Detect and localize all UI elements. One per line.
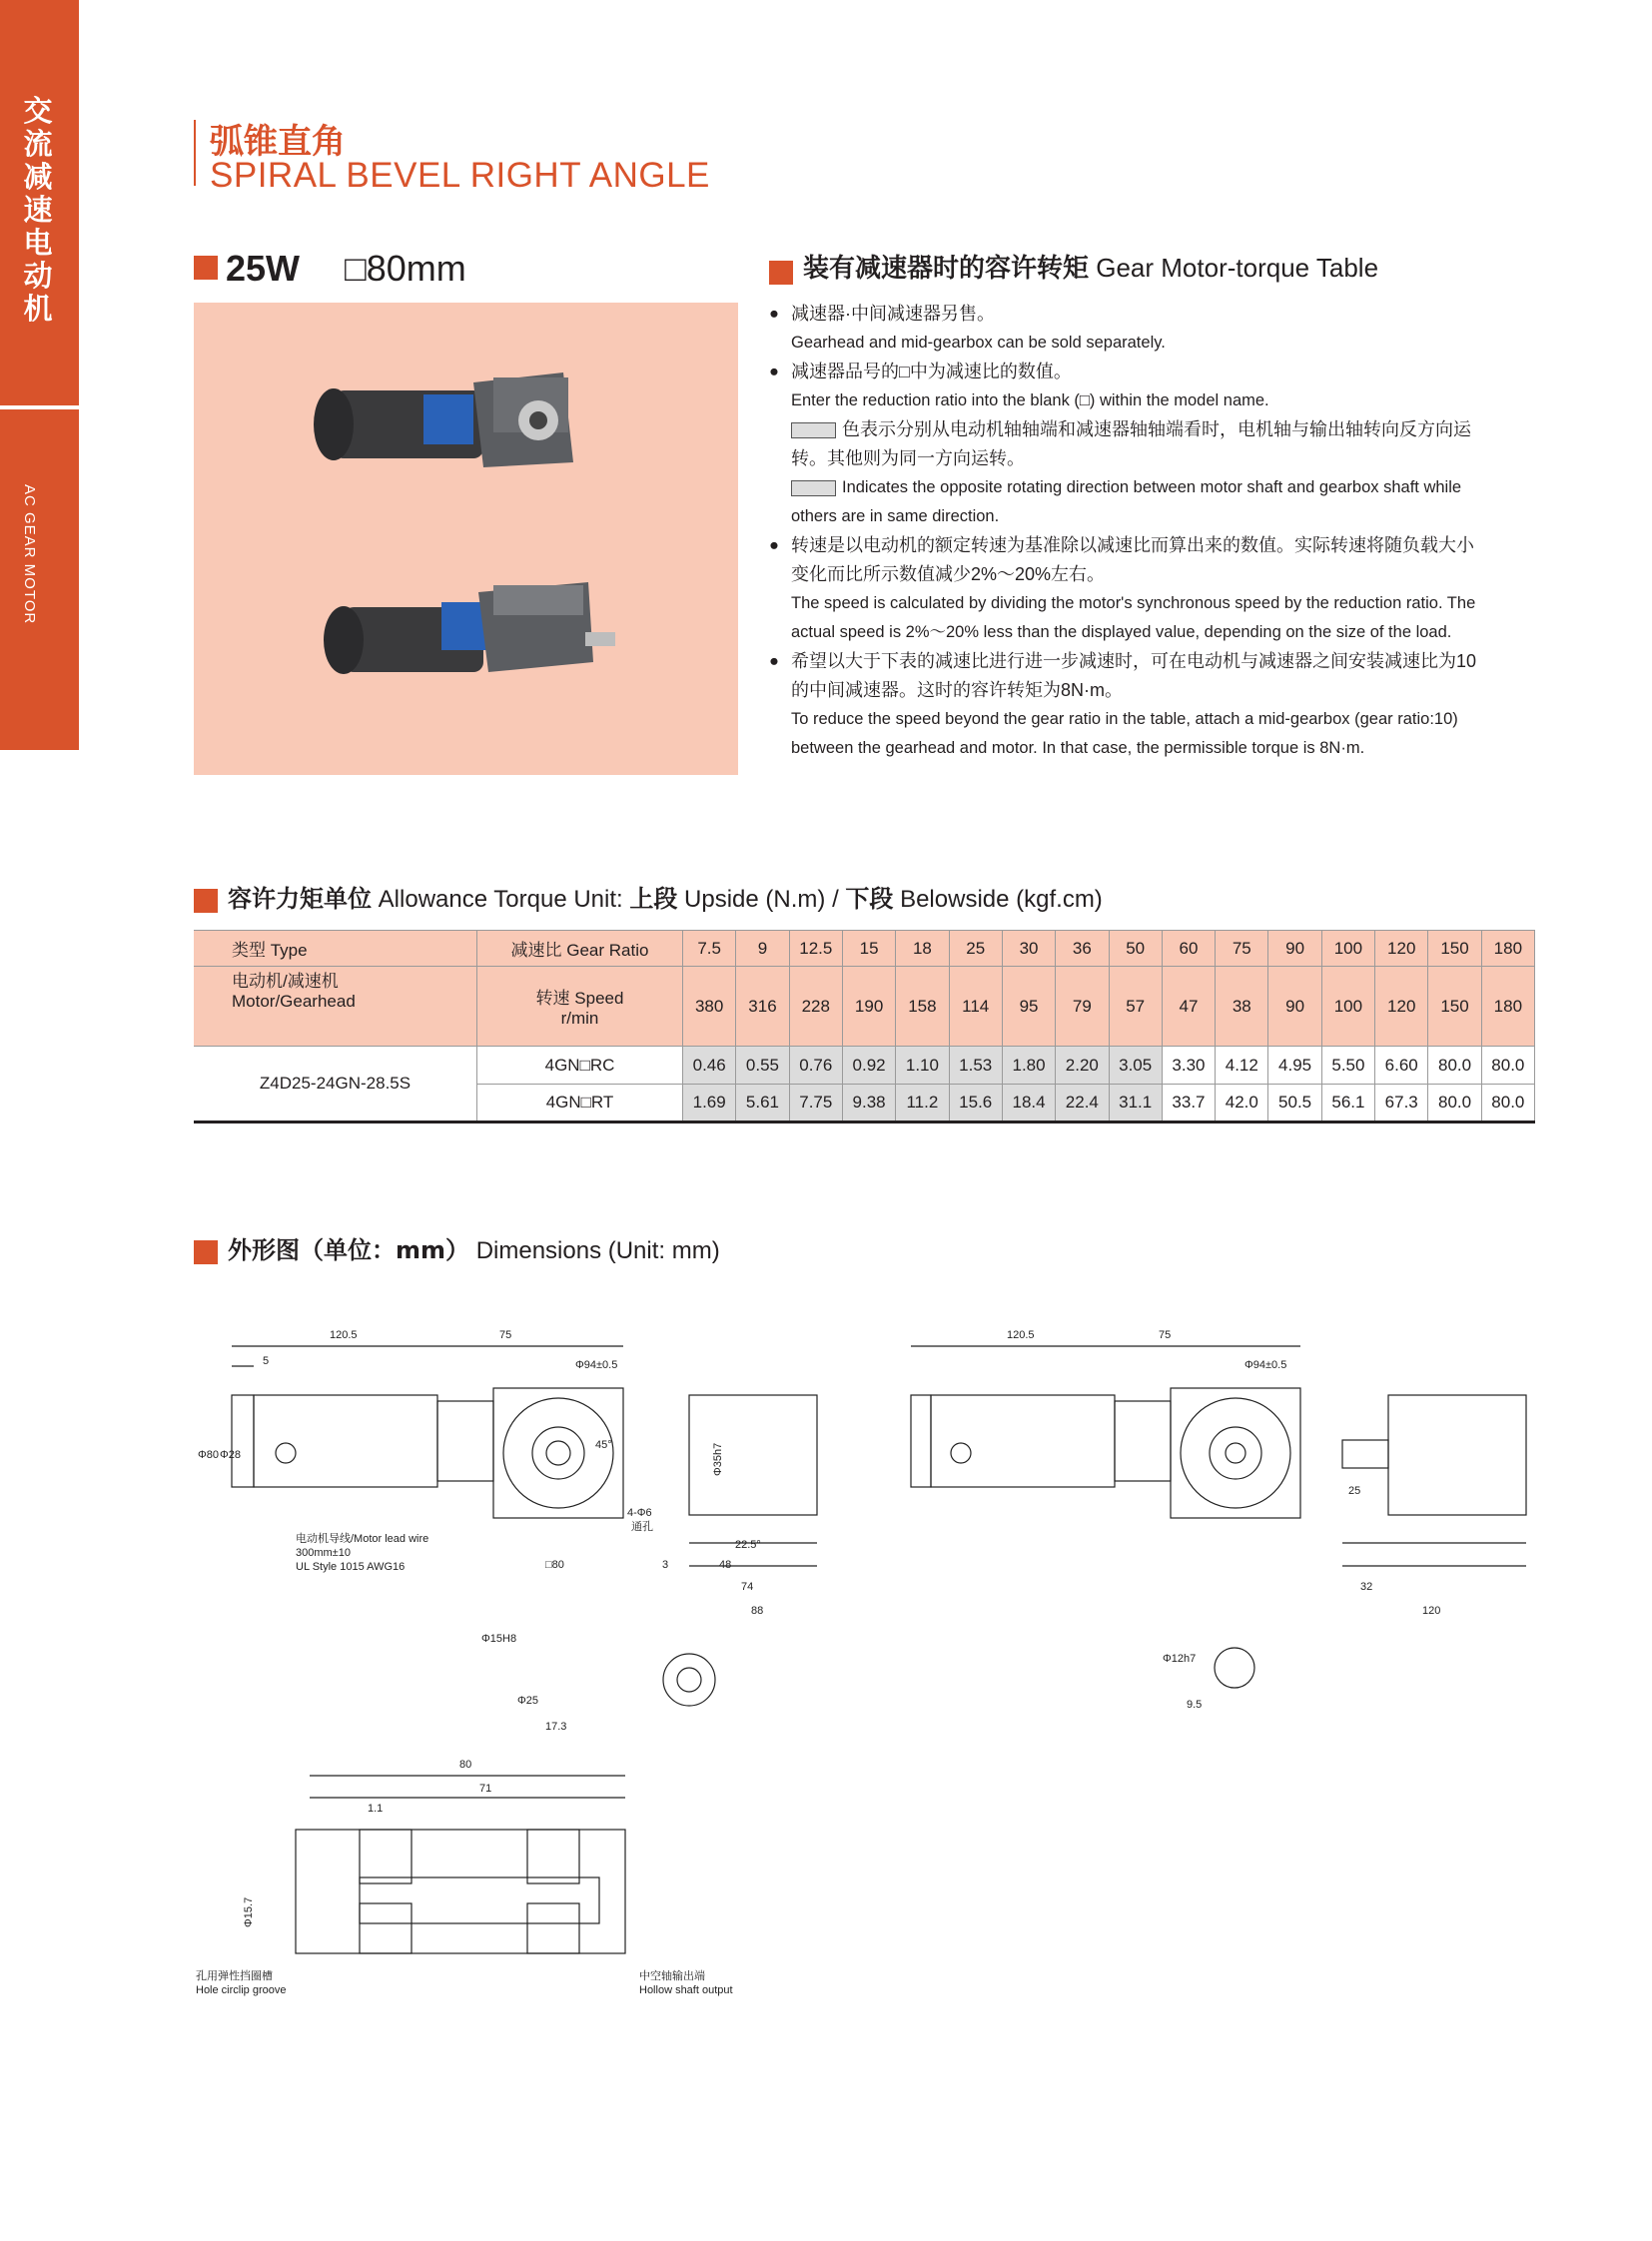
speed-label: 转速 Speed r/min [477, 967, 683, 1047]
allowance-torque-heading: 容许力矩单位 Allowance Torque Unit: 上段 Upside (N.m) / 下段 Belowside (kgf.cm) [194, 879, 1103, 914]
sidebar-tab-lower [0, 409, 79, 747]
gray-legend-swatch [791, 480, 836, 496]
note-3-cn: 色表示分别从电动机轴轴端和减速器轴轴端看时，电机轴与输出轴转向反方向运转。其他则为同一方向运转。 [791, 419, 1471, 468]
dim-phi35: Φ35h7 [712, 1442, 724, 1476]
gear-motor-image [194, 303, 738, 775]
dim-phi80: Φ80 [198, 1449, 220, 1461]
model-name: Z4D25-24GN-28.5S [194, 1047, 477, 1122]
speed-cell: 180 [1481, 967, 1534, 1047]
torque-cell: 1.69 [683, 1085, 736, 1122]
torque-cell: 3.05 [1109, 1047, 1162, 1085]
note-3-en: Indicates the opposite rotating direction between motor shaft and gearbox shaft while others are in same direction. [791, 478, 1462, 525]
dim-11: 1.1 [368, 1803, 384, 1815]
motor-gearhead-label: 电动机/减速机 Motor/Gearhead [194, 967, 477, 1047]
torque-cell: 33.7 [1162, 1085, 1215, 1122]
gear-ratio-cell: 12.5 [789, 931, 842, 967]
dim-71: 71 [479, 1783, 492, 1795]
note-1-en: Gearhead and mid-gearbox can be sold separately. [791, 334, 1166, 352]
dim-88: 88 [751, 1605, 764, 1617]
gear-ratio-cell: 100 [1321, 931, 1374, 967]
torque-cell: 4.95 [1268, 1047, 1321, 1085]
gear-model: 4GN□RC [477, 1047, 683, 1085]
torque-cell: 80.0 [1428, 1085, 1481, 1122]
dim-4phi6: 4-Φ6 [627, 1507, 652, 1519]
dim-80: 80 [459, 1759, 472, 1771]
sidebar-category: 交 流 减 速 电 动 机 [23, 94, 53, 326]
dimension-drawings [0, 1298, 1652, 2197]
page-title-en: SPIRAL BEVEL RIGHT ANGLE [210, 156, 710, 195]
speed-cell: 380 [683, 967, 736, 1047]
torque-table [194, 930, 1535, 1123]
note-1-cn: 减速器·中间减速器另售。 [791, 304, 995, 324]
dim-phi157: Φ15.7 [243, 1896, 255, 1927]
gear-ratio-cell: 36 [1056, 931, 1109, 967]
dim-120: 120 [1422, 1605, 1441, 1617]
torque-cell: 1.10 [896, 1047, 949, 1085]
dim-sq80: □80 [545, 1559, 564, 1571]
gear-ratio-cell: 18 [896, 931, 949, 967]
gear-ratio-cell: 120 [1375, 931, 1428, 967]
table-row [194, 1047, 1535, 1085]
speed-cell: 79 [1056, 967, 1109, 1047]
torque-cell: 1.53 [949, 1047, 1002, 1085]
gear-ratio-cell: 75 [1216, 931, 1268, 967]
torque-cell: 18.4 [1002, 1085, 1055, 1122]
dim-32: 32 [1360, 1581, 1373, 1593]
dim-phi12: Φ12h7 [1163, 1653, 1197, 1665]
notes-block: ● 减速器·中间减速器另售。 Gearhead and mid-gearbox can be sold separately. ● 减速器品号的□中为减速比的数值。 Enter the reduction ratio into the blank (□) within the model name. 色表示分别从电动机轴轴端和减速器轴轴端看时，电机轴与输出轴转向反方向运转。其他则为同一方向运转。 Indicates the opposite rotating direction between motor shaft and gearbox shaft while others are in same direction. ● 转速是以电动机的额定转速为基准除以减速比而算出来的数值。实际转速将随负载大小变化而比所示数值减少2%～20%左右。 The speed is calculated by dividing the motor's synchronous speed by the reduction ratio. The actual speed is 2%～20% less than the displayed value, depending on the size of the load. ● 希望以大于下表的减速比进行进一步减速时，可在电动机与减速器之间安装减速比为10的中间减速器。这时的容许转矩为8N·m。 To reduce the speed beyond the gear ratio in the table, attach a mid-gearbox (gear ratio:10) between the gearhead and motor. In that case, the permissible torque is 8N·m. [769, 300, 1483, 763]
torque-cell: 56.1 [1321, 1085, 1374, 1122]
gray-legend-swatch [791, 422, 836, 438]
torque-cell: 7.75 [789, 1085, 842, 1122]
note-4-cn: 转速是以电动机的额定转速为基准除以减速比而算出来的数值。实际转速将随负载大小变化而比所示数值减少2%～20%左右。 [791, 535, 1474, 584]
dim-74: 74 [741, 1581, 754, 1593]
torque-cell: 42.0 [1216, 1085, 1268, 1122]
gear-ratio-cell: 7.5 [683, 931, 736, 967]
sidebar-underline [0, 747, 79, 750]
speed-cell: 120 [1375, 967, 1428, 1047]
dim-48: 48 [719, 1559, 732, 1571]
torque-cell: 31.1 [1109, 1085, 1162, 1122]
dim-5: 5 [263, 1355, 270, 1367]
wire-label: 电动机导线/Motor lead wire [296, 1533, 429, 1545]
wire-spec: UL Style 1015 AWG16 [296, 1561, 406, 1573]
gear-ratio-cell: 9 [736, 931, 789, 967]
torque-cell: 50.5 [1268, 1085, 1321, 1122]
torque-cell: 22.4 [1056, 1085, 1109, 1122]
speed-cell: 95 [1002, 967, 1055, 1047]
section-marker-icon [194, 256, 218, 280]
gear-ratio-cell: 180 [1481, 931, 1534, 967]
dim-1205: 120.5 [330, 1329, 358, 1341]
speed-cell: 114 [949, 967, 1002, 1047]
section-marker-icon [194, 1240, 218, 1264]
type-label: 类型 Type [194, 931, 477, 967]
sidebar-category-en: AC GEAR MOTOR [21, 484, 38, 625]
table-row [194, 967, 1535, 1047]
note-2-cn: 减速器品号的□中为减速比的数值。 [791, 362, 1072, 381]
gear-ratio-cell: 150 [1428, 931, 1481, 967]
torque-cell: 0.76 [789, 1047, 842, 1085]
shaft-label-en: Hollow shaft output [639, 1984, 733, 1996]
torque-cell: 0.55 [736, 1047, 789, 1085]
torque-cell: 11.2 [896, 1085, 949, 1122]
speed-cell: 90 [1268, 967, 1321, 1047]
speed-cell: 47 [1162, 967, 1215, 1047]
dimensions-heading: 外形图（单位：mm） Dimensions (Unit: mm) [194, 1230, 720, 1265]
shaft-label-cn: 中空轴输出端 [639, 1970, 705, 1982]
speed-cell: 190 [842, 967, 895, 1047]
wire-length: 300mm±10 [296, 1547, 351, 1559]
torque-cell: 2.20 [1056, 1047, 1109, 1085]
groove-label-cn: 孔用弹性挡圈槽 [196, 1970, 273, 1982]
torque-cell: 1.80 [1002, 1047, 1055, 1085]
dim-phi28: Φ28 [220, 1449, 242, 1461]
note-5-en: To reduce the speed beyond the gear ratio in the table, attach a mid-gearbox (gear ratio:10) between the gearhead and motor. In that case, the permissible torque is 8N·m. [791, 710, 1458, 757]
torque-cell: 0.46 [683, 1047, 736, 1085]
dim-45: 45° [595, 1439, 612, 1451]
note-5-cn: 希望以大于下表的减速比进行进一步减速时，可在电动机与减速器之间安装减速比为10的中间减速器。这时的容许转矩为8N·m。 [791, 651, 1477, 700]
groove-label-en: Hole circlip groove [196, 1984, 287, 1996]
frame-size: □80mm [345, 248, 466, 289]
page-title-cn: 弧锥直角 [210, 122, 346, 162]
torque-cell: 4.12 [1216, 1047, 1268, 1085]
dim-phi25: Φ25 [517, 1695, 539, 1707]
torque-cell: 5.61 [736, 1085, 789, 1122]
table-row [194, 931, 1535, 967]
dim-75: 75 [499, 1329, 512, 1341]
gear-model: 4GN□RT [477, 1085, 683, 1122]
torque-cell: 6.60 [1375, 1047, 1428, 1085]
note-2-en: Enter the reduction ratio into the blank (□) within the model name. [791, 391, 1269, 409]
section-marker-icon [769, 261, 793, 285]
dim-3: 3 [662, 1559, 669, 1571]
dim-1205-b: 120.5 [1007, 1329, 1035, 1341]
title-accent-bar [194, 120, 196, 186]
dim-through: 通孔 [631, 1521, 653, 1533]
speed-cell: 57 [1109, 967, 1162, 1047]
torque-cell: 80.0 [1481, 1047, 1534, 1085]
torque-cell: 0.92 [842, 1047, 895, 1085]
torque-cell: 5.50 [1321, 1047, 1374, 1085]
gear-ratio-cell: 30 [1002, 931, 1055, 967]
dim-95: 9.5 [1187, 1699, 1203, 1711]
speed-cell: 316 [736, 967, 789, 1047]
section-marker-icon [194, 889, 218, 913]
ratio-label: 减速比 Gear Ratio [477, 931, 683, 967]
torque-cell: 3.30 [1162, 1047, 1215, 1085]
gear-ratio-cell: 25 [949, 931, 1002, 967]
gear-ratio-cell: 90 [1268, 931, 1321, 967]
dim-phi94-b: Φ94±0.5 [1244, 1359, 1287, 1371]
dim-173: 17.3 [545, 1721, 567, 1733]
speed-cell: 38 [1216, 967, 1268, 1047]
torque-cell: 80.0 [1428, 1047, 1481, 1085]
torque-cell: 15.6 [949, 1085, 1002, 1122]
torque-cell: 80.0 [1481, 1085, 1534, 1122]
dim-phi94: Φ94±0.5 [575, 1359, 618, 1371]
dim-75-b: 75 [1159, 1329, 1172, 1341]
speed-cell: 100 [1321, 967, 1374, 1047]
torque-table-heading: 装有减速器时的容许转矩 Gear Motor-torque Table [769, 248, 1378, 285]
gear-ratio-cell: 60 [1162, 931, 1215, 967]
torque-cell: 9.38 [842, 1085, 895, 1122]
speed-cell: 150 [1428, 967, 1481, 1047]
dim-225: 22.5° [735, 1539, 761, 1551]
power-rating: 25W [194, 248, 300, 290]
gear-ratio-cell: 15 [842, 931, 895, 967]
torque-cell: 67.3 [1375, 1085, 1428, 1122]
dim-25: 25 [1348, 1485, 1361, 1497]
note-4-en: The speed is calculated by dividing the motor's synchronous speed by the reduction ratio. The actual speed is 2%～20% less than the displayed value, depending on the size of the load. [791, 594, 1476, 641]
speed-cell: 228 [789, 967, 842, 1047]
gear-ratio-cell: 50 [1109, 931, 1162, 967]
dim-phi15: Φ15H8 [481, 1633, 517, 1645]
product-photo [194, 303, 738, 775]
speed-cell: 158 [896, 967, 949, 1047]
